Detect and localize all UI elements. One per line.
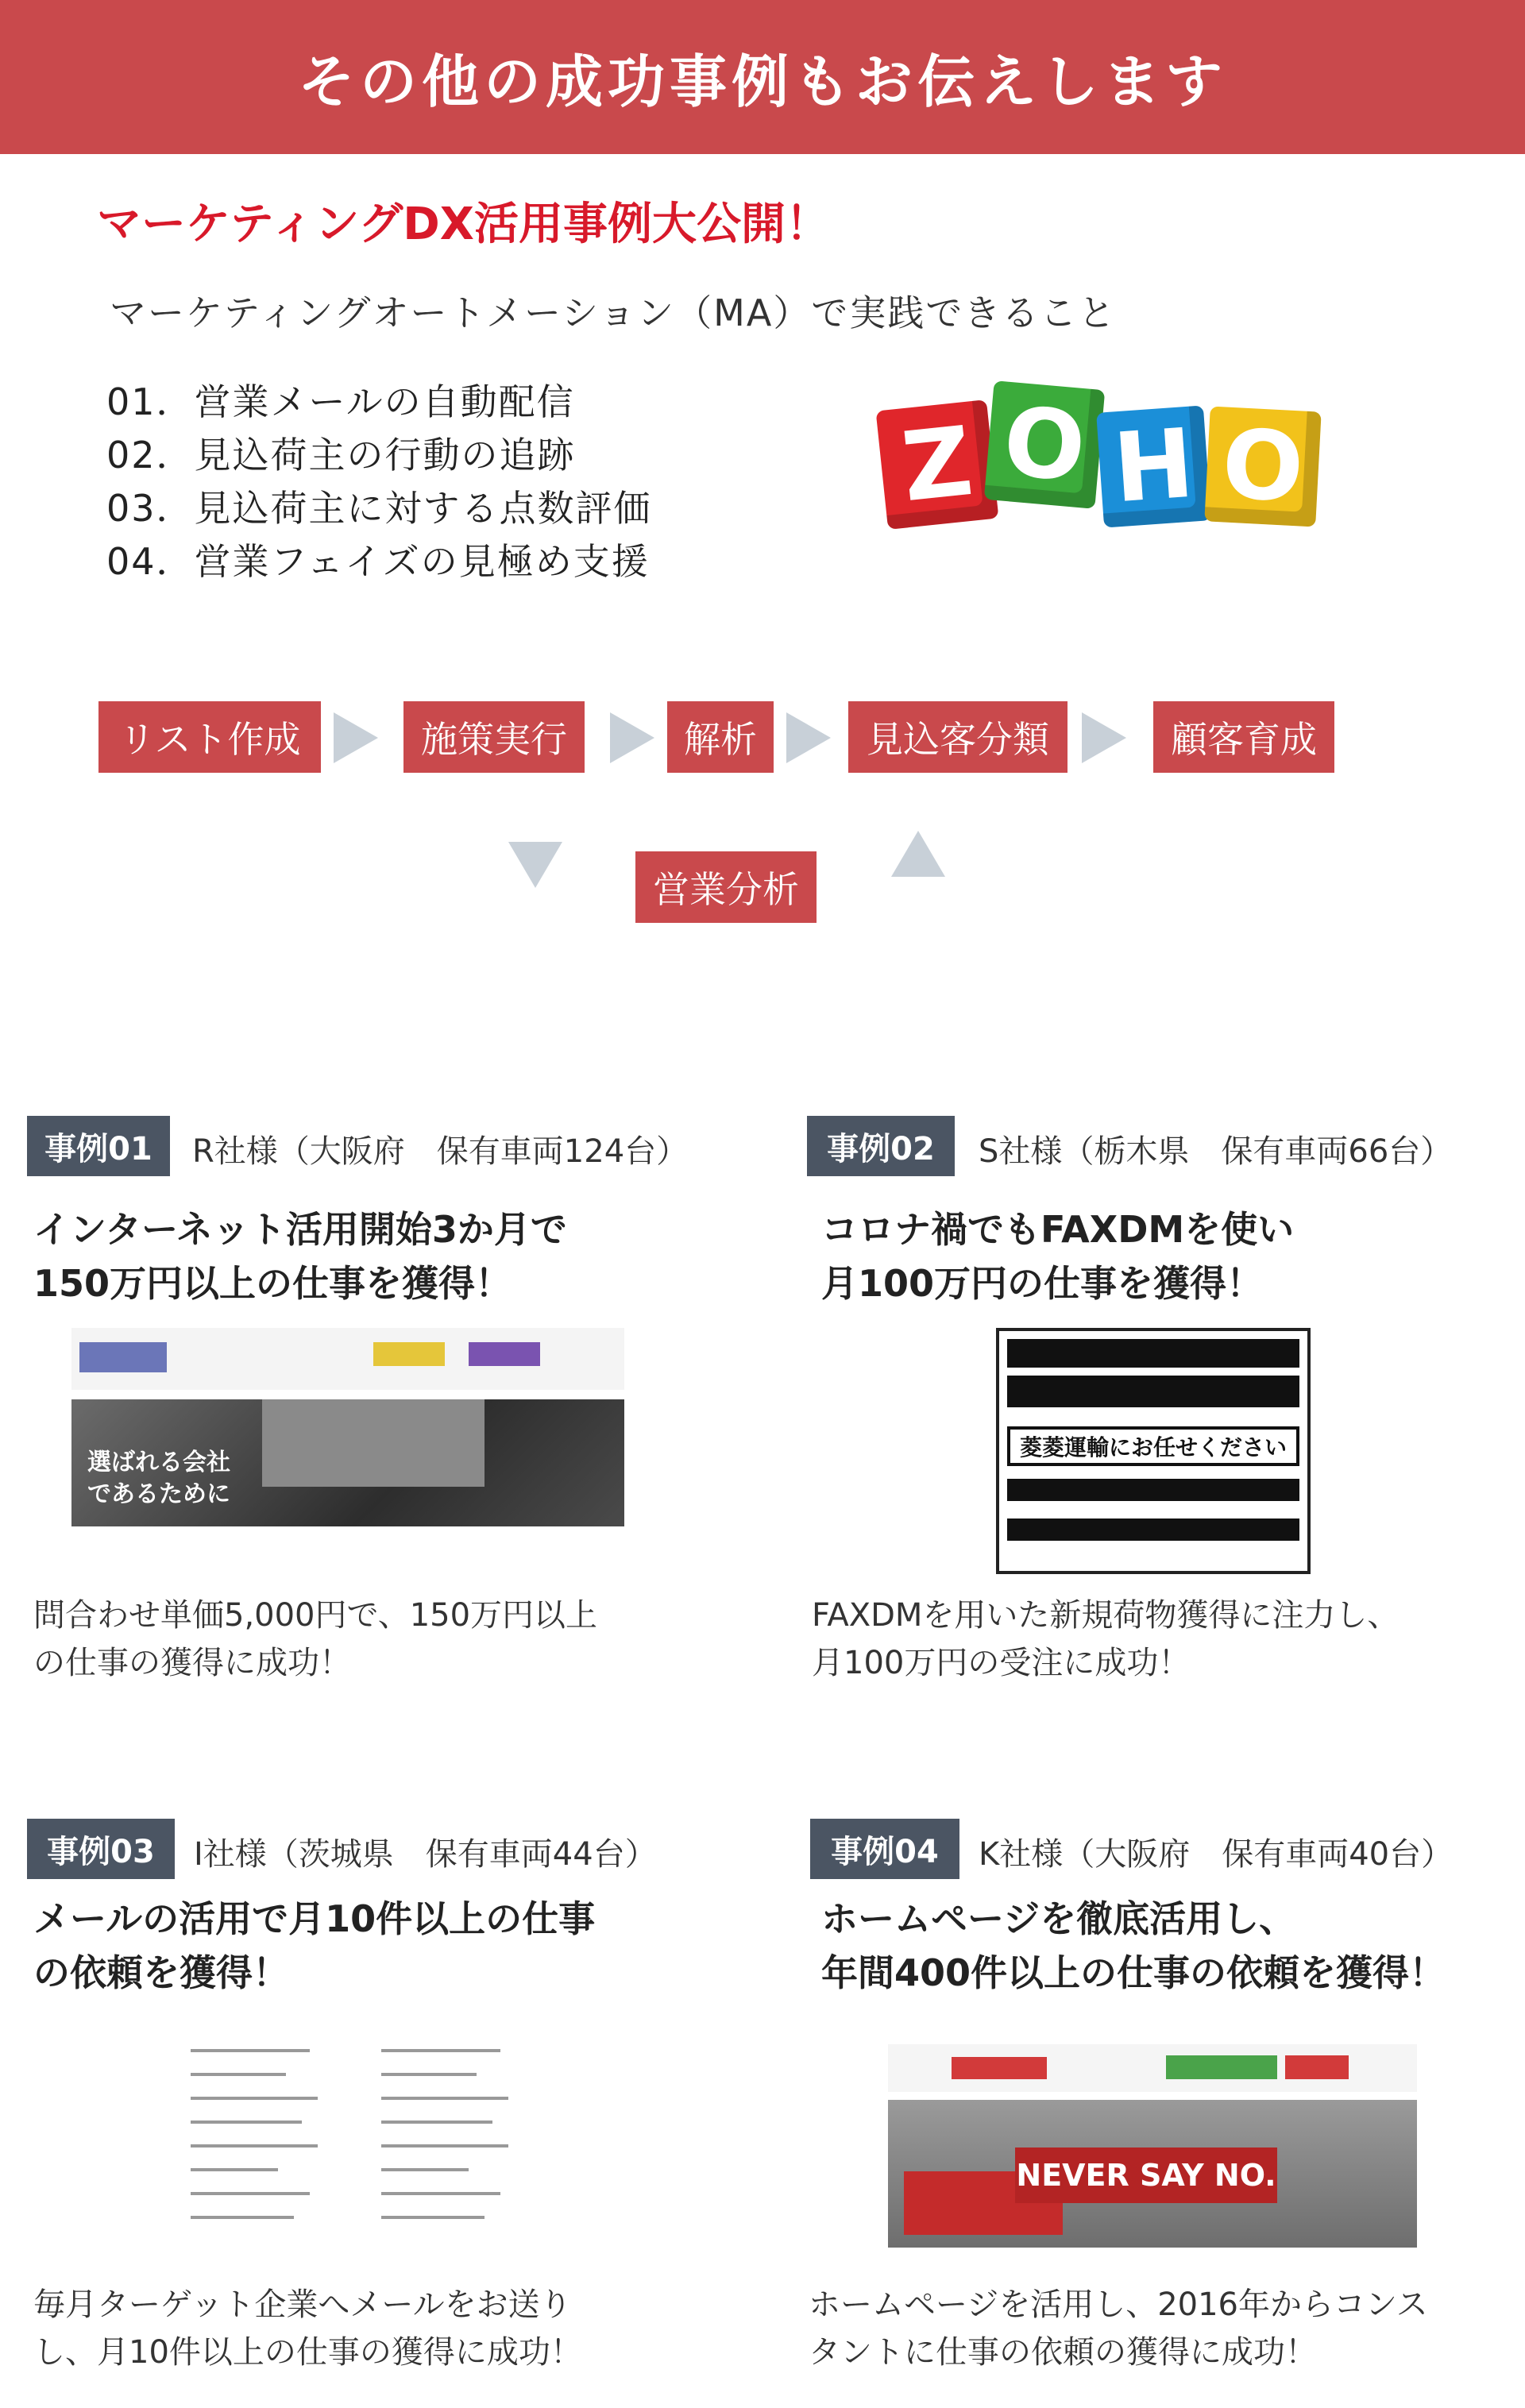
arrow-right-icon <box>1082 712 1126 763</box>
case-description: タントに仕事の依頼の獲得に成功！ <box>809 2334 1317 2371</box>
case-title: 年間400件以上の仕事の依頼を獲得！ <box>821 1951 1446 1994</box>
feature-item: 04．営業フェイズの見極め支援 <box>106 540 650 583</box>
case-description: 月100万円の受注に成功！ <box>812 1645 1191 1681</box>
case-title: 月100万円の仕事を獲得！ <box>821 1262 1264 1305</box>
zoho-letter-o: O <box>984 380 1106 509</box>
zoho-logo <box>882 381 1326 548</box>
arrow-down-icon <box>508 842 562 888</box>
case-title: 150万円以上の仕事を獲得！ <box>33 1262 512 1305</box>
zoho-letter-h: H <box>1096 405 1211 527</box>
flow-step-nurture: 顧客育成 <box>1153 701 1334 773</box>
case-description: の仕事の獲得に成功！ <box>33 1645 351 1681</box>
arrow-right-icon <box>610 712 654 763</box>
case-title: メールの活用で月10件以上の仕事 <box>33 1897 596 1940</box>
case-client: K社様（大阪府 保有車両40台） <box>979 1836 1454 1873</box>
feature-item: 02．見込荷主の行動の追跡 <box>106 434 576 477</box>
case-badge: 事例04 <box>810 1819 959 1879</box>
feature-item: 01．営業メールの自動配信 <box>106 380 575 423</box>
case-thumbnail <box>888 2044 1417 2248</box>
zoho-letter-z: Z <box>876 399 999 530</box>
case-description: 問合わせ単価5,000円で、150万円以上 <box>33 1597 598 1634</box>
case-badge: 事例02 <box>807 1116 955 1176</box>
intro-subline: マーケティングオートメーション（MA）で実践できること <box>110 291 1117 334</box>
page-title: その他の成功事例もお伝えします <box>297 48 1227 115</box>
case-description: 毎月ターゲット企業へメールをお送り <box>33 2286 572 2323</box>
case-client: S社様（栃木県 保有車両66台） <box>979 1133 1453 1170</box>
case-title: コロナ禍でもFAXDMを使い <box>821 1208 1295 1251</box>
case-title: の依頼を獲得！ <box>33 1951 289 1994</box>
case-client: I社様（茨城県 保有車両44台） <box>194 1836 657 1873</box>
flow-step-list: リスト作成 <box>98 701 321 773</box>
case-thumbnail <box>996 1328 1311 1574</box>
case-description: ホームページを活用し、2016年からコンス <box>809 2286 1428 2323</box>
arrow-right-icon <box>334 712 378 763</box>
feature-item: 03．見込荷主に対する点数評価 <box>106 487 652 530</box>
case-badge: 事例01 <box>27 1116 170 1176</box>
arrow-right-icon <box>786 712 831 763</box>
zoho-letter-o2: O <box>1204 406 1321 527</box>
case-title: インターネット活用開始3か月で <box>33 1208 567 1251</box>
case-badge: 事例03 <box>27 1819 175 1879</box>
thumb-caption: 菱菱運輸にお任せください <box>1007 1426 1299 1466</box>
intro-headline: マーケティングDX活用事例大公開！ <box>97 199 830 250</box>
case-thumbnail <box>183 2041 516 2248</box>
flow-step-analyze: 解析 <box>667 701 774 773</box>
arrow-up-icon <box>891 831 945 877</box>
thumb-caption: 選ばれる会社 であるために <box>87 1449 230 1508</box>
case-thumbnail <box>71 1328 624 1526</box>
case-title: ホームページを徹底活用し、 <box>821 1897 1296 1940</box>
case-description: FAXDMを用いた新規荷物獲得に注力し、 <box>812 1597 1400 1634</box>
case-description: し、月10件以上の仕事の獲得に成功！ <box>33 2334 582 2371</box>
case-client: R社様（大阪府 保有車両124台） <box>192 1133 689 1170</box>
thumb-caption: NEVER SAY NO. <box>1015 2148 1277 2203</box>
flow-step-execute: 施策実行 <box>403 701 585 773</box>
flow-step-classify: 見込客分類 <box>848 701 1068 773</box>
flow-step-sales-analysis: 営業分析 <box>635 851 817 923</box>
